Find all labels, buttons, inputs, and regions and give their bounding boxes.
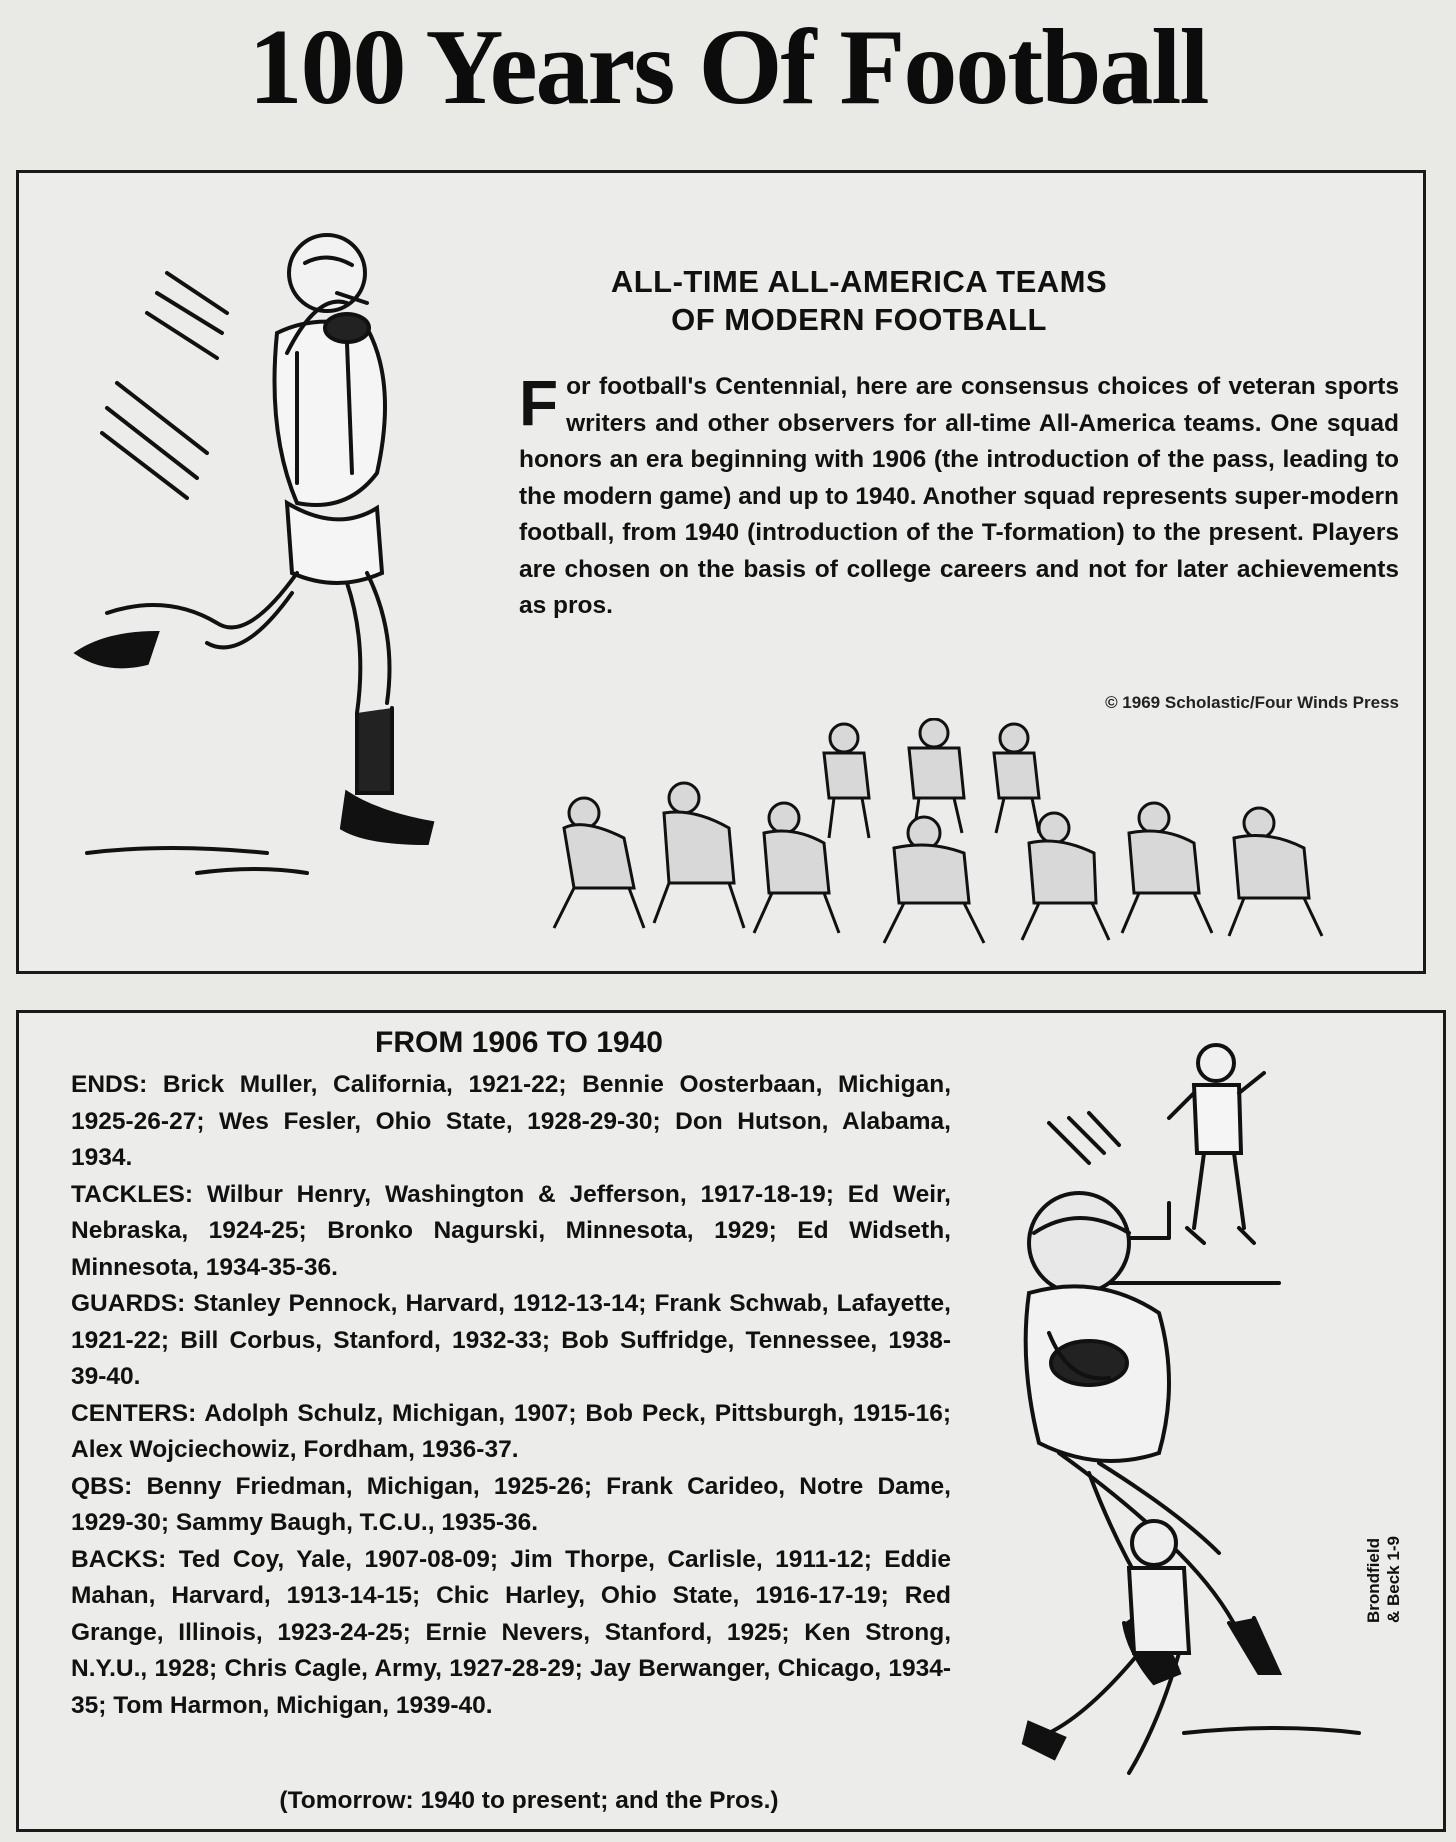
tomorrow-note: (Tomorrow: 1940 to present; and the Pros.) [279,1787,779,1814]
position-label: QBS: [71,1472,133,1500]
position-players: Adolph Schulz, Michigan, 1907; Bob Peck, Pittsburgh, 1915-16; Alex Wojciechowiz, Fordham, 1936-37. [71,1399,951,1463]
drop-cap: F [519,367,559,439]
roster-entry-ends [71,1067,951,1177]
copyright-line: © 1969 Scholastic/Four Winds Press [1105,693,1399,712]
roster-entry-backs [71,1542,951,1725]
position-label: CENTERS: [71,1399,197,1427]
headline-line-1: ALL-TIME ALL-AMERICA TEAMS [610,264,1108,299]
roster-entry-guards [71,1286,951,1396]
position-label: TACKLES: [71,1180,194,1208]
roster-list [71,1067,951,1724]
masthead-title: 100 Years Of Football [248,8,1208,127]
position-players: Wilbur Henry, Washington & Jefferson, 1917-18-19; Ed Weir, Nebraska, 1924-25; Bronko Nagurski, Minnesota, 1929; Ed Widseth, Minnesota, 1934-35-36. [71,1180,951,1281]
line-of-scrimmage-illustration [544,718,1374,968]
section-title: FROM 1906 TO 1940 [375,1026,663,1059]
roster-entry-qbs [71,1469,951,1542]
position-label: ENDS: [71,1071,148,1098]
position-players: Ted Coy, Yale, 1907-08-09; Jim Thorpe, Carlisle, 1911-12; Eddie Mahan, Harvard, 1913-14-15; Chic Harley, Ohio State, 1916-17-19; Red Grange, Illinois, 1923-24-25; Ernie Nevers, Stanford, 1925; Ken Strong, N.Y.U., 1928; Chris Cagle, Army, 1927-28-29; Jay Berwanger, Chicago, 1934-35; Tom Harmon, Michigan, 1939-40. [71,1545,951,1719]
receiver-illustration [47,233,467,913]
roster-entry-tackles [71,1177,951,1287]
position-players: Benny Friedman, Michigan, 1925-26; Frank Carideo, Notre Dame, 1929-30; Sammy Baugh, T.C.U., 1935-36. [71,1472,951,1536]
position-players: Stanley Pennock, Harvard, 1912-13-14; Frank Schwab, Lafayette, 1921-22; Bill Corbus, Stanford, 1932-33; Bob Suffridge, Tennessee, 1938-39-40. [71,1290,951,1390]
position-label: BACKS: [71,1545,167,1573]
position-label: GUARDS: [71,1290,186,1317]
artist-signature: Brondfield & Beck 1-9 [1364,1536,1403,1623]
position-players: Brick Muller, California, 1921-22; Bennie Oosterbaan, Michigan, 1925-26-27; Wes Fesler, Ohio State, 1928-29-30; Don Hutson, Alabama, 1934. [71,1071,952,1171]
roster-entry-centers [71,1396,951,1469]
headline [579,263,1139,339]
intro-text: or football's Centennial, here are consensus choices of veteran sports writers and other observers for all-time All-America teams. One squad honors an era beginning with 1906 (the introduction of the pass, leading to the modern game) and up to 1940. Another squad represents super-modern football, from 1940 (introduction of the T-formation) to the present. Players are chosen on the basis of college careers and not for later achievements as pros. [519,373,1399,619]
roster-panel [16,1010,1446,1832]
ball-carrier-illustration [979,1033,1419,1793]
intro-paragraph [519,369,1399,625]
headline-line-2: OF MODERN FOOTBALL [671,302,1047,337]
intro-panel [16,170,1426,974]
